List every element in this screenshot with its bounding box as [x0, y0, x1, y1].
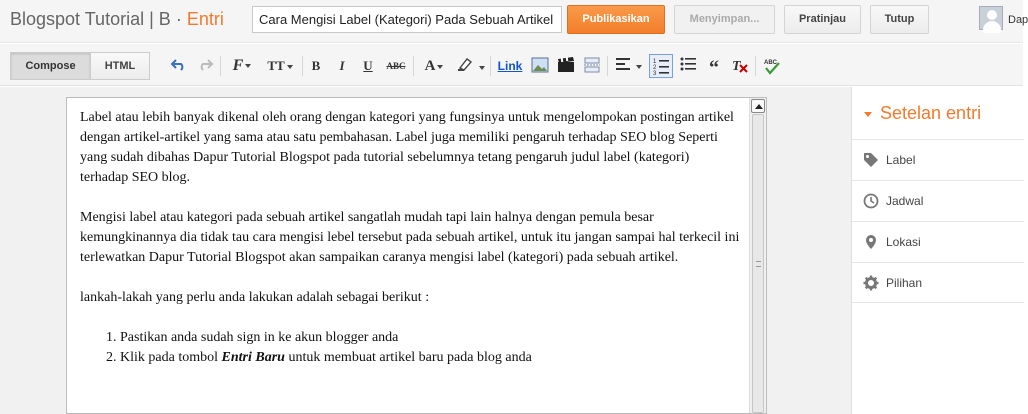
svg-text:1: 1	[653, 59, 657, 65]
toolbar-divider	[607, 56, 608, 76]
body-paragraph: lankah-lakah yang perlu anda lakukan adalah sebagai berikut :	[80, 290, 430, 305]
close-button[interactable]: Tutup	[870, 5, 929, 34]
bold-icon[interactable]: B	[311, 58, 321, 73]
section-name: Entri	[186, 9, 224, 29]
jump-break-icon[interactable]	[583, 57, 601, 75]
highlight-icon[interactable]	[456, 57, 486, 75]
font-family-label: F	[232, 57, 244, 74]
sidebar-item-options[interactable]	[852, 262, 1024, 303]
text-color-icon[interactable]	[420, 57, 448, 75]
blog-name[interactable]: Blogspot Tutorial	[10, 9, 145, 29]
gear-icon	[863, 275, 879, 291]
undo-icon[interactable]	[170, 57, 188, 75]
step-text: untuk membuat artikel baru pada blog anda	[284, 350, 532, 365]
redo-icon[interactable]	[196, 57, 214, 75]
font-size-icon[interactable]	[264, 57, 296, 75]
post-settings-title-text: Setelan entri	[880, 103, 982, 123]
list-item	[120, 348, 740, 368]
svg-text:2: 2	[653, 65, 657, 71]
list-item	[120, 328, 740, 348]
post-settings-sidebar	[851, 87, 1023, 414]
blogger-logo-letter[interactable]: B	[158, 9, 171, 29]
save-button[interactable]: Menyimpan...	[674, 5, 775, 34]
body-paragraph: Label atau lebih banyak dikenal oleh orang dengan kategori yang fungsinya untuk mengelompokan postingan artikel dengan artikel-artikel yang sama atau satu pembahasan. Label juga memiliki pengaruh terhadap SEO blog Seperti yang sudah dibahas Dapur Tutorial Blogspot pada tutorial sebelumnya tetang pengaruh judul label (kategori) terhadap SEO blog.	[80, 110, 734, 185]
font-family-icon[interactable]	[228, 57, 256, 75]
numbered-list-icon[interactable]	[649, 54, 673, 78]
spellcheck-label: ABC	[764, 60, 777, 66]
sidebar-item-text: Jadwal	[886, 194, 924, 208]
svg-text:T: T	[732, 59, 741, 74]
link-button[interactable]: Link	[497, 59, 523, 73]
strikethrough-icon[interactable]: ABC	[386, 61, 406, 71]
post-body-editor[interactable]	[66, 97, 767, 414]
toolbar-divider	[755, 56, 756, 76]
sidebar-item-label[interactable]	[852, 139, 1024, 180]
editor-workspace	[0, 87, 851, 414]
bulleted-list-icon[interactable]	[680, 57, 696, 75]
sidebar-item-text: Lokasi	[886, 235, 921, 249]
avatar-body-icon	[983, 21, 1001, 33]
scroll-thumb[interactable]	[752, 114, 764, 413]
sidebar-item-text: Label	[886, 153, 916, 167]
user-name[interactable]: Dap	[1008, 14, 1028, 26]
post-title-input[interactable]: Cara Mengisi Label (Kategori) Pada Sebuah Artikel	[252, 6, 562, 33]
publish-button[interactable]: Publikasikan	[567, 5, 665, 34]
clock-icon	[863, 193, 879, 209]
toolbar-divider	[490, 56, 491, 76]
collapse-triangle-icon	[864, 112, 872, 117]
location-pin-icon	[863, 234, 879, 250]
preview-button[interactable]: Pratinjau	[784, 5, 861, 34]
video-icon[interactable]	[557, 57, 575, 75]
underline-icon[interactable]: U	[363, 58, 373, 73]
toolbar-divider	[413, 56, 414, 76]
italic-icon[interactable]: I	[339, 58, 345, 73]
body-paragraph: Mengisi label atau kategori pada sebuah artikel sangatlah mudah tapi lain halnya dengan pemula besar kemungkinannya dia tidak tau cara mengisi lebel tersebut pada sebuah artikel, untuk itu jangan sampai hal terkecil ini terlewatkan Dapur Tutorial Blogspot akan sampaikan caranya mengisi label (kategori) pada sebuah artikel.	[80, 210, 740, 265]
svg-text:3: 3	[653, 71, 657, 77]
remove-format-icon[interactable]	[731, 57, 749, 75]
tag-icon	[863, 152, 879, 168]
step-emphasis: Entri Baru	[221, 350, 285, 365]
sidebar-item-text: Pilihan	[886, 276, 923, 290]
brand-dot: ·	[175, 9, 182, 29]
quote-icon[interactable]: “	[709, 57, 719, 79]
scroll-grip-icon	[756, 261, 761, 267]
align-icon[interactable]	[615, 57, 643, 75]
post-settings-title[interactable]	[864, 103, 981, 124]
editor-header	[0, 0, 1028, 43]
toolbar-divider	[302, 56, 303, 76]
steps-list	[120, 328, 740, 368]
html-mode-button[interactable]: HTML	[90, 52, 150, 80]
sidebar-item-schedule[interactable]	[852, 180, 1024, 221]
editor-scrollbar[interactable]	[749, 98, 766, 413]
avatar-head-icon	[987, 10, 997, 20]
toolbar-divider	[220, 56, 221, 76]
sidebar-item-location[interactable]	[852, 221, 1024, 262]
step-text: Pastikan anda sudah sign in ke akun blogger anda	[120, 330, 399, 345]
scroll-up-arrow-icon[interactable]	[751, 99, 765, 113]
brand	[10, 9, 224, 30]
spellcheck-icon[interactable]	[762, 57, 782, 75]
step-text: Klik pada tombol	[120, 350, 222, 365]
post-body-content[interactable]	[80, 108, 740, 368]
compose-mode-button[interactable]: Compose	[10, 52, 91, 80]
editor-toolbar	[0, 44, 1023, 86]
text-color-label: A	[424, 58, 436, 74]
image-icon[interactable]	[531, 57, 549, 75]
font-size-label: TT	[267, 58, 285, 73]
brand-separator: |	[149, 9, 154, 29]
avatar[interactable]	[979, 6, 1003, 30]
